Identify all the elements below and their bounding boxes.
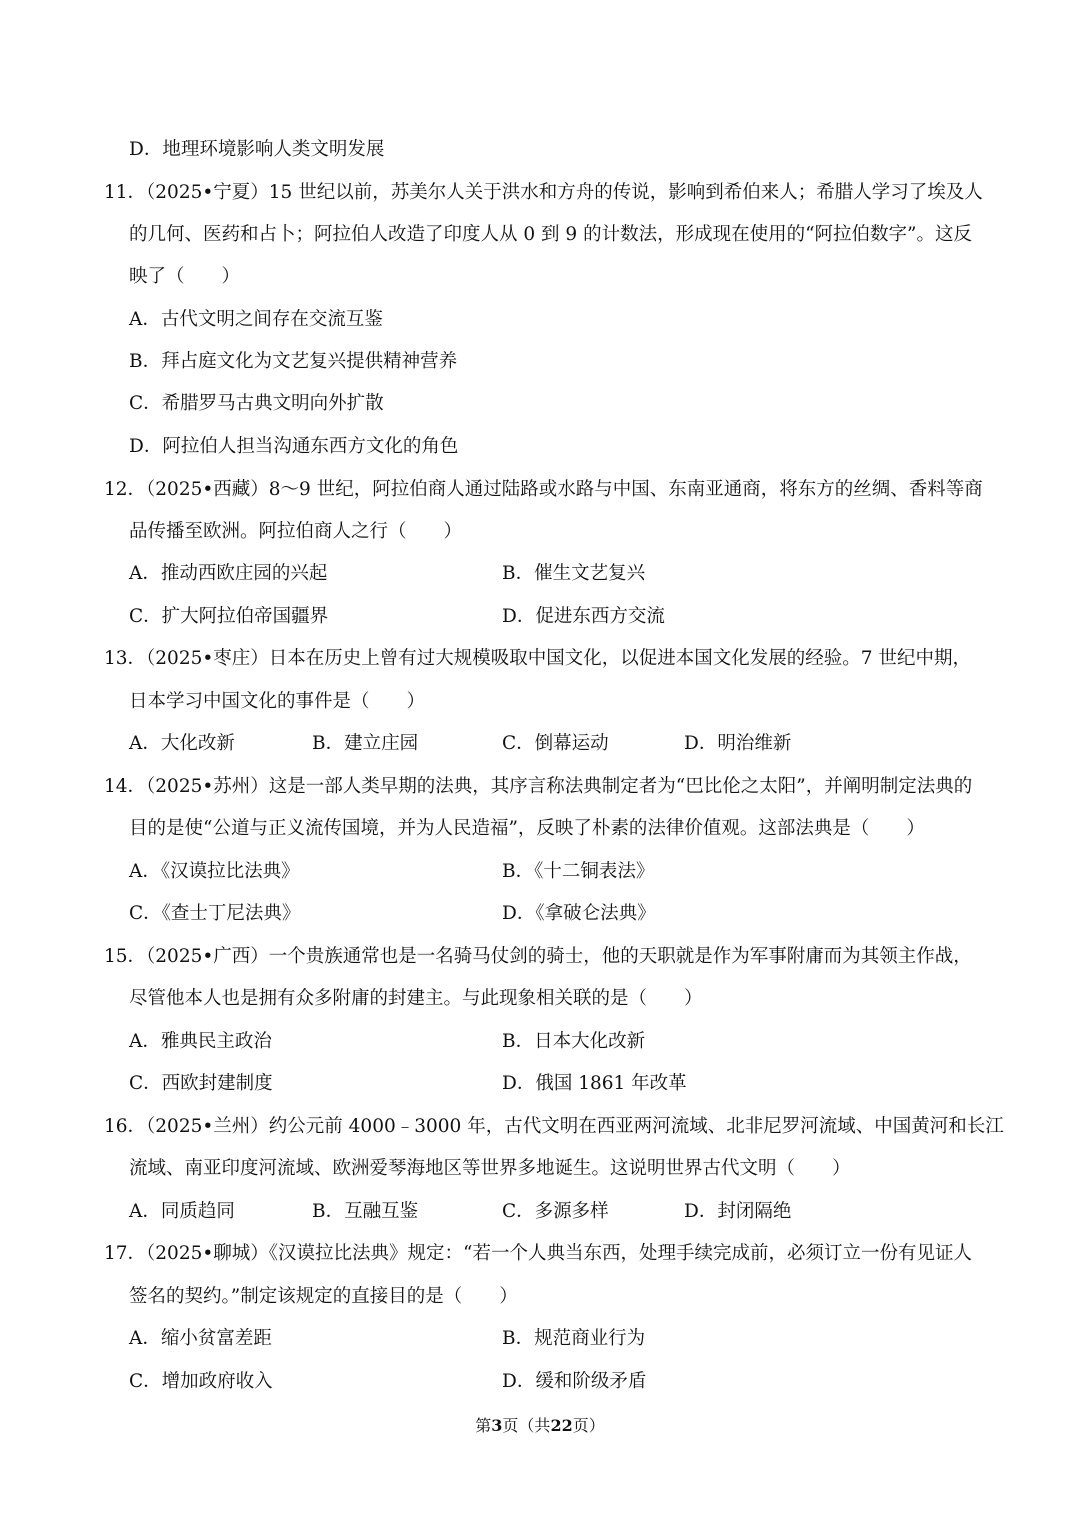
page-footer (0, 1414, 1080, 1438)
footer-suffix: 页） (572, 1416, 605, 1435)
q12-option-d: D．促进东西方交流 (502, 606, 665, 627)
q11-stem-line-1: 11．（2025•宁夏）15 世纪以前，苏美尔人关于洪水和方舟的传说，影响到希伯来人；希腊人学习了埃及人 (104, 182, 983, 203)
q14-option-a: A．《汉谟拉比法典》 (129, 861, 300, 882)
footer-total-pages: 22 (550, 1416, 573, 1435)
q10-option-d: D．地理环境影响人类文明发展 (129, 139, 385, 160)
q11-option-d: D．阿拉伯人担当沟通东西方文化的角色 (129, 436, 459, 457)
q14-option-d: D．《拿破仑法典》 (502, 903, 656, 924)
q11-stem-line-3: 映了（ ） (129, 266, 241, 287)
q15-option-c: C．西欧封建制度 (129, 1073, 273, 1094)
q13-option-b: B．建立庄园 (312, 733, 419, 754)
q16-stem-line-2: 流域、南亚印度河流域、欧洲爱琴海地区等世界多地诞生。这说明世界古代文明（ ） (129, 1158, 851, 1179)
q16-option-d: D．封闭隔绝 (684, 1201, 792, 1222)
q14-stem-line-1: 14．（2025•苏州）这是一部人类早期的法典，其序言称法典制定者为“巴比伦之太阳”，并阐明制定法典的 (104, 776, 973, 797)
q17-option-a: A．缩小贫富差距 (129, 1328, 272, 1349)
q14-option-b: B．《十二铜表法》 (502, 861, 655, 882)
q11-option-a: A．古代文明之间存在交流互鉴 (129, 309, 383, 330)
q17-option-d: D．缓和阶级矛盾 (502, 1371, 647, 1392)
q13-option-d: D．明治维新 (684, 733, 792, 754)
q16-option-c: C．多源多样 (502, 1201, 609, 1222)
q11-stem-line-2: 的几何、医药和占卜；阿拉伯人改造了印度人从 0 到 9 的计数法，形成现在使用的“阿拉伯数字”。这反 (129, 224, 972, 245)
q12-stem-line-2: 品传播至欧洲。阿拉伯商人之行（ ） (129, 521, 463, 542)
q14-option-c: C．《查士丁尼法典》 (129, 903, 301, 924)
q14-stem-line-2: 目的是使“公道与正义流传国境，并为人民造福”，反映了朴素的法律价值观。这部法典是（ ） (129, 818, 925, 839)
q13-stem-line-2: 日本学习中国文化的事件是（ ） (129, 691, 426, 712)
q17-stem-line-1: 17．（2025•聊城）《汉谟拉比法典》规定：“若一个人典当东西，处理手续完成前，必须订立一份有见证人 (104, 1243, 972, 1264)
q15-stem-line-1: 15．（2025•广西）一个贵族通常也是一名骑马仗剑的骑士，他的天职就是作为军事附庸而为其领主作战， (104, 946, 972, 967)
q17-option-b: B．规范商业行为 (502, 1328, 646, 1349)
q17-stem-line-2: 签名的契约。”制定该规定的直接目的是（ ） (129, 1286, 518, 1307)
q16-stem-line-1: 16．（2025•兰州）约公元前 4000﹣3000 年，古代文明在西亚两河流域、北非尼罗河流域、中国黄河和长江 (104, 1116, 1004, 1137)
q12-option-c: C．扩大阿拉伯帝国疆界 (129, 606, 329, 627)
q15-option-b: B．日本大化改新 (502, 1031, 646, 1052)
q13-stem-line-1: 13．（2025•枣庄）日本在历史上曾有过大规模吸取中国文化，以促进本国文化发展的经验。7 世纪中期， (104, 648, 971, 669)
q15-option-a: A．雅典民主政治 (129, 1031, 272, 1052)
q12-option-a: A．推动西欧庄园的兴起 (129, 563, 328, 584)
q15-option-d: D．俄国 1861 年改革 (502, 1073, 687, 1094)
footer-middle: 页（共 (502, 1416, 551, 1435)
q16-option-b: B．互融互鉴 (312, 1201, 419, 1222)
q11-option-c: C．希腊罗马古典文明向外扩散 (129, 393, 384, 414)
q12-option-b: B．催生文艺复兴 (502, 563, 646, 584)
q15-stem-line-2: 尽管他本人也是拥有众多附庸的封建主。与此现象相关联的是（ ） (129, 988, 703, 1009)
q12-stem-line-1: 12．（2025•西藏）8～9 世纪，阿拉伯商人通过陆路或水路与中国、东南亚通商，将东方的丝绸、香料等商 (104, 479, 983, 500)
q13-option-c: C．倒幕运动 (502, 733, 609, 754)
footer-page-number: 3 (491, 1416, 503, 1435)
q11-option-b: B．拜占庭文化为文艺复兴提供精神营养 (129, 351, 458, 372)
q17-option-c: C．增加政府收入 (129, 1371, 273, 1392)
q16-option-a: A．同质趋同 (129, 1201, 235, 1222)
footer-prefix: 第 (475, 1416, 492, 1435)
q13-option-a: A．大化改新 (129, 733, 235, 754)
